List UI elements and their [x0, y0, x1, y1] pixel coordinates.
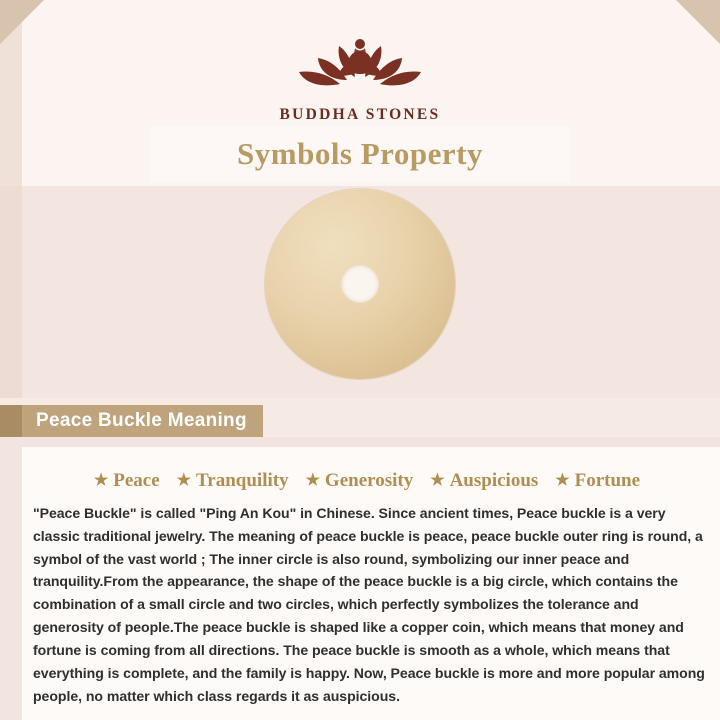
keyword-label: Fortune	[574, 470, 641, 491]
disc-center-hole	[341, 265, 379, 303]
jade-peace-buckle-disc-icon	[265, 189, 455, 379]
keyword-label: Peace	[113, 470, 160, 491]
keyword-list	[22, 470, 712, 492]
list-item	[94, 470, 160, 492]
list-item	[430, 470, 538, 492]
page-title: Symbols Property	[237, 136, 483, 171]
star-icon: ★	[176, 472, 192, 489]
lotus-meditation-icon	[285, 22, 435, 102]
title-plaque	[150, 126, 570, 182]
brand-name: BUDDHA STONES	[279, 106, 441, 123]
brand-logo-block	[0, 22, 720, 124]
star-icon: ★	[305, 472, 320, 489]
ribbon-tail	[0, 405, 22, 437]
star-icon: ★	[555, 472, 570, 489]
star-icon: ★	[430, 472, 445, 489]
keyword-label: Tranquility	[196, 470, 289, 491]
mid-left-edge-strip	[0, 186, 22, 398]
section-label-text: Peace Buckle Meaning	[36, 410, 247, 431]
keyword-label: Generosity	[324, 470, 414, 491]
list-item	[306, 470, 414, 492]
list-item	[555, 470, 640, 492]
meaning-body-text: "Peace Buckle" is called "Ping An Kou" in Chinese. Since ancient times, Peace buckle is a very classic traditional jewelry. The meaning of peace buckle is peace, peace buckle outer ring is round, a symbol of the vast world ; The inner circle is also round, symbolizing our inner peace and tranquility.From the appearance, the shape of the peace buckle is a big circle, which contains the combination of a small circle and two circles, which perfectly symbolizes the tolerance and generosity of people.The peace buckle is shaped like a copper coin, which means that money and fortune is coming from all directions. The peace buckle is smooth as a whole, which means that everything is complete, and the family is happy. Now, Peace buckle is more and more popular among people, no matter which class regards it as auspicious.	[33, 505, 705, 704]
section-label-ribbon	[22, 405, 263, 437]
list-item	[177, 470, 289, 492]
star-icon: ★	[93, 472, 109, 489]
keyword-label: Auspicious	[449, 470, 539, 491]
